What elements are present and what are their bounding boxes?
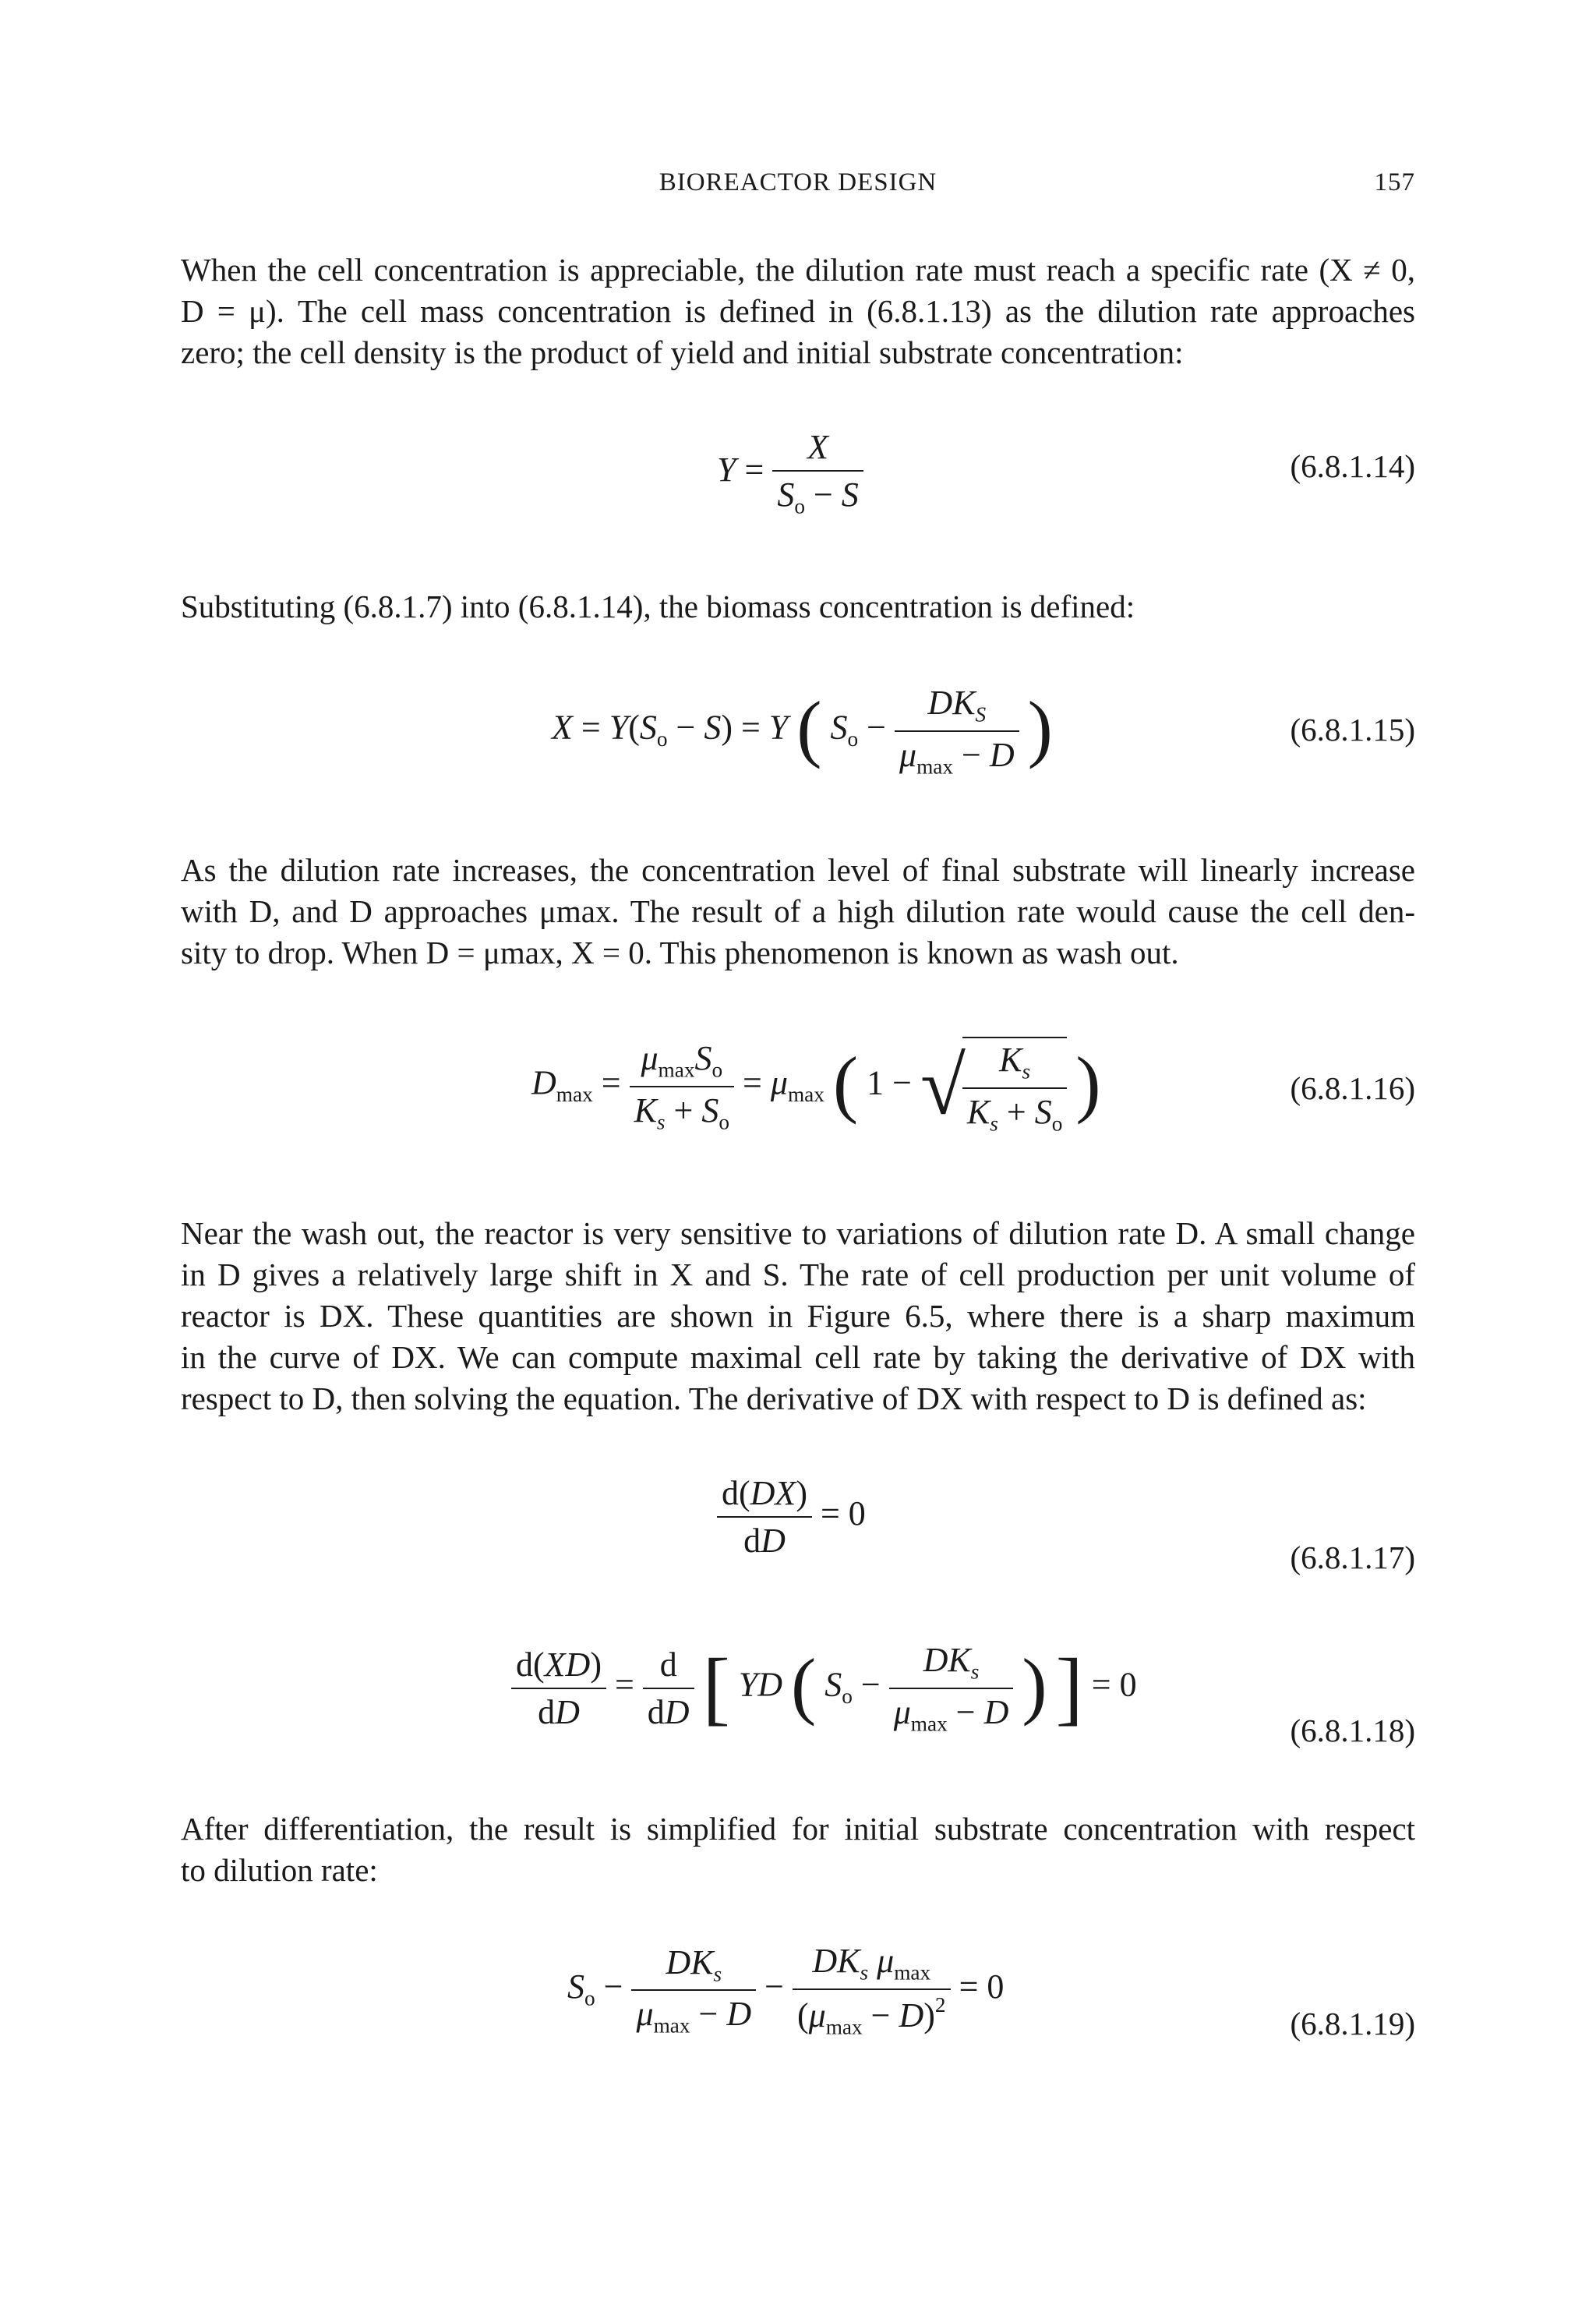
running-title: BIOREACTOR DESIGN [659,168,937,196]
equation-number: (6.8.1.18) [1290,1713,1415,1748]
text-line: with D, and D approaches μmax. The result of a high dilution rate would cause the cell den- [181,893,1415,929]
equation-body: $S_o$ − $\frac{DK_s}{\mu_{max} - D}$ − $\frac{DK_s \mu_{max}}{(\mu_{max} - D)^2}$ = 0 [567,1942,1005,2039]
equation-body: $X = Y(S_o - S) = Y$ ( $S_o$ − $\frac{DK_S}{\mu_{max} - D}$ ) [552,684,1053,779]
text-line: D = μ). The cell mass concentration is defined in (6.8.1.13) as the dilution rate approaches [181,293,1415,329]
text-line: in the curve of DX. We can compute maximal cell rate by taking the derivative of DX with [181,1339,1415,1375]
paragraph-3 [181,850,1415,974]
text-line: As the dilution rate increases, the concentration level of final substrate will linearly increase [181,852,1415,888]
text-line: Substituting (6.8.1.7) into (6.8.1.14), the biomass concentration is defined: [181,589,1135,624]
paragraph-4 [181,1213,1415,1419]
equation-body: $\frac{d(DX)}{dD}$ = 0 [717,1473,866,1561]
text-line: in D gives a relatively large shift in X and S. The rate of cell production per unit volume of [181,1257,1415,1292]
text-line: to dilution rate: [181,1852,378,1888]
text-line: After differentiation, the result is simplified for initial substrate concentration with respect [181,1811,1415,1847]
paragraph-1 [181,249,1415,373]
page-number: 157 [1374,168,1415,196]
equation-number: (6.8.1.14) [1290,448,1415,484]
equation-number: (6.8.1.19) [1290,2006,1415,2041]
paragraph-2 [181,586,1415,627]
equation-number: (6.8.1.16) [1290,1070,1415,1106]
text-line: zero; the cell density is the product of yield and initial substrate concentration: [181,334,1184,370]
equation-body: Y = $\frac{X}{S_o - S}$ [717,427,863,519]
text-line: Near the wash out, the reactor is very sensitive to variations of dilution rate D. A small change [181,1215,1415,1251]
equation-body: $D_{max}$ = $\frac{\mu_{max}S_o}{K_s + S_o}$ = $\mu_{max}$ ( 1 − √ $\frac{K_s}{K_s + S_o}$ ) [531,1037,1101,1136]
equation-body: $\frac{d(XD)}{dD}$ = $\frac{d}{dD}$ [ YD ( $S_o$ − $\frac{DK_s}{\mu_{max} - D}$ ) ] = 0 [511,1640,1137,1736]
text-line: respect to D, then solving the equation. The derivative of DX with respect to D is defined as: [181,1380,1367,1416]
text-line: reactor is DX. These quantities are shown in Figure 6.5, where there is a sharp maximum [181,1298,1415,1334]
equation-number: (6.8.1.15) [1290,712,1415,748]
paragraph-5 [181,1808,1415,1891]
equation-number: (6.8.1.17) [1290,1540,1415,1575]
text-line: sity to drop. When D = μmax, X = 0. This phenomenon is known as wash out. [181,935,1179,970]
text-line: When the cell concentration is appreciable, the dilution rate must reach a specific rate (X ≠ 0, [181,252,1415,288]
